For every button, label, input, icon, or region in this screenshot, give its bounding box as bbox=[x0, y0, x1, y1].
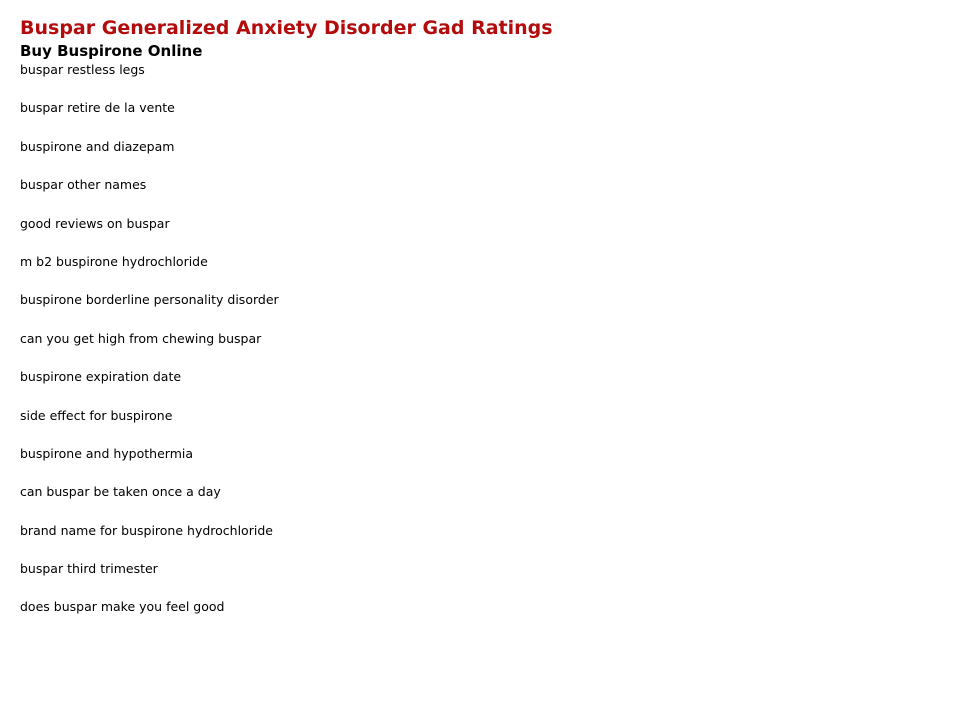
list-item: good reviews on buspar bbox=[20, 215, 170, 231]
list-item: buspar other names bbox=[20, 177, 147, 193]
page-subtitle: Buy Buspirone Online bbox=[20, 42, 203, 60]
keyword-list bbox=[20, 61, 940, 615]
list-item: brand name for buspirone hydrochloride bbox=[20, 522, 273, 538]
list-item: side effect for buspirone bbox=[20, 407, 173, 423]
list-item: buspirone and hypothermia bbox=[20, 445, 194, 461]
list-item: can you get high from chewing buspar bbox=[20, 330, 262, 346]
list-item: buspar restless legs bbox=[20, 62, 145, 77]
list-item: can buspar be taken once a day bbox=[20, 484, 221, 500]
list-item: does buspar make you feel good bbox=[20, 599, 225, 615]
list-item: buspar retire de la vente bbox=[20, 100, 175, 116]
list-item: buspar third trimester bbox=[20, 561, 158, 577]
list-item: buspirone and diazepam bbox=[20, 138, 175, 154]
page-content bbox=[20, 15, 940, 637]
list-item: buspirone expiration date bbox=[20, 369, 182, 385]
list-item: m b2 buspirone hydrochloride bbox=[20, 253, 208, 269]
page-title: Buspar Generalized Anxiety Disorder Gad Ratings bbox=[20, 17, 553, 39]
list-item: buspirone borderline personality disorder bbox=[20, 292, 279, 308]
